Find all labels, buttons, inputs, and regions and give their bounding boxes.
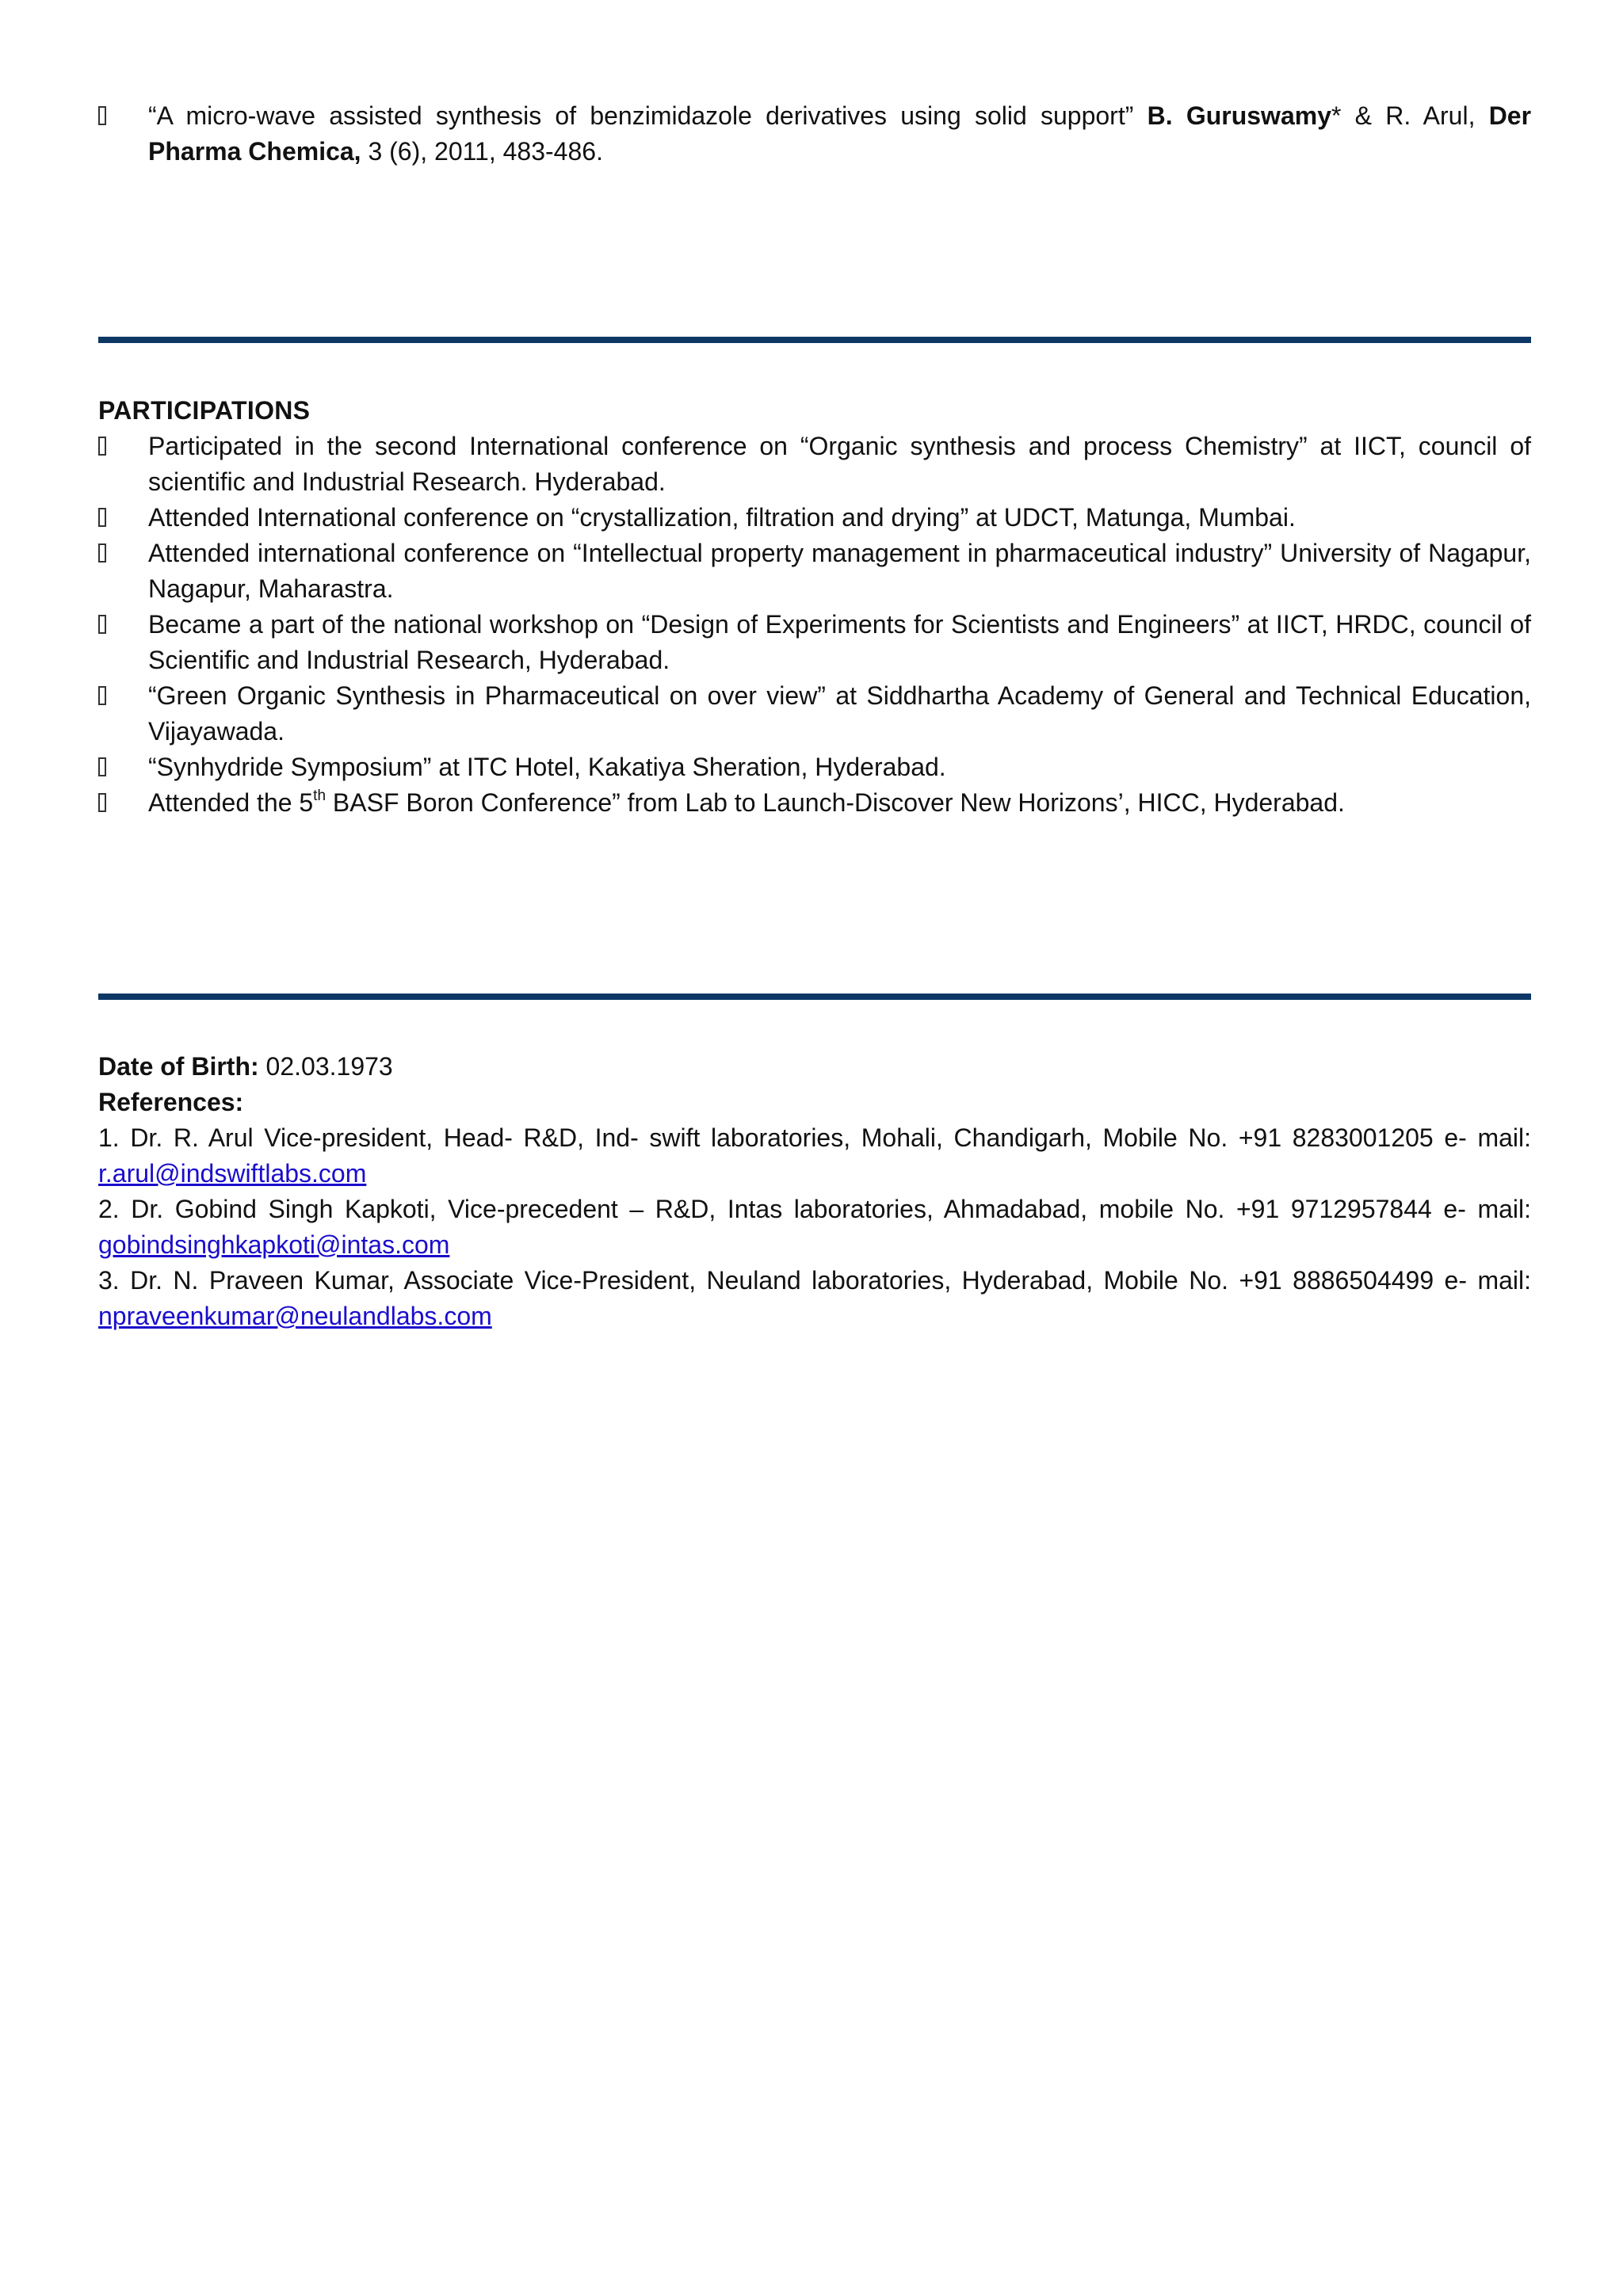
participation-text: Attended International conference on “crystallization, filtration and drying” at UDCT, Matunga, Mumbai. — [148, 503, 1296, 532]
references-heading — [98, 1085, 1531, 1120]
list-item — [98, 678, 1531, 749]
participation-text: “Synhydride Symposium” at ITC Hotel, Kakatiya Sheration, Hyderabad. — [148, 753, 946, 781]
reference-text: 1. Dr. R. Arul Vice-president, Head- R&D, Ind- swift laboratories, Mohali, Chandigarh, Mobile No. +91 8283001205 e- mail: — [98, 1123, 1531, 1152]
participation-text-before: Attended the 5 — [148, 788, 314, 817]
list-item — [98, 500, 1531, 536]
bullet-icon — [98, 106, 106, 125]
section-divider — [98, 337, 1531, 343]
publication-author-rest: * & R. Arul, — [1331, 101, 1476, 130]
section-divider — [98, 994, 1531, 1000]
bullet-icon — [98, 757, 106, 776]
personal-info — [98, 1049, 1531, 1334]
participation-text: “Green Organic Synthesis in Pharmaceutical on over view” at Siddhartha Academy of General and Technical Education, Vijayawada. — [148, 681, 1531, 746]
reference-entry — [98, 1120, 1531, 1192]
bullet-icon — [98, 543, 106, 563]
dob-value: 02.03.1973 — [258, 1052, 393, 1081]
reference-email-link[interactable]: gobindsinghkapkoti@intas.com — [98, 1230, 450, 1259]
list-item — [98, 536, 1531, 607]
publication-journal: Der Pharma Chemica, — [148, 101, 1532, 166]
reference-entry — [98, 1263, 1531, 1334]
participations-heading: PARTICIPATIONS — [98, 396, 311, 425]
bullet-icon — [98, 793, 106, 812]
list-item — [98, 607, 1531, 678]
list-item — [98, 749, 1531, 785]
publication-author-bold: B. Guruswamy — [1147, 101, 1331, 130]
reference-text: 2. Dr. Gobind Singh Kapkoti, Vice-precedent – R&D, Intas laboratories, Ahmadabad, mobile No. +91 9712957844 e- mail: — [98, 1195, 1531, 1223]
reference-email-link[interactable]: r.arul@indswiftlabs.com — [98, 1159, 367, 1188]
list-item — [98, 785, 1531, 821]
participation-text: Participated in the second International conference on “Organic synthesis and process Chemistry” at IICT, council of scientific and Industrial Research. Hyderabad. — [148, 432, 1531, 496]
bullet-icon — [98, 615, 106, 634]
date-of-birth — [98, 1049, 1531, 1085]
publication-citation: 3 (6), 2011, 483-486. — [368, 137, 603, 166]
bullet-icon — [98, 437, 106, 456]
publication-entry — [98, 98, 1531, 170]
participation-text-after: BASF Boron Conference” from Lab to Launch-Discover New Horizons’, HICC, Hyderabad. — [326, 788, 1345, 817]
publication-title: “A micro-wave assisted synthesis of benzimidazole derivatives using solid support” — [148, 101, 1134, 130]
participation-text — [148, 785, 1531, 821]
reference-entry — [98, 1192, 1531, 1263]
bullet-icon — [98, 508, 106, 527]
ordinal-superscript: th — [313, 788, 327, 804]
dob-label: Date of Birth: — [98, 1052, 259, 1081]
bullet-icon — [98, 686, 106, 705]
participation-text: Became a part of the national workshop on “Design of Experiments for Scientists and Engineers” at IICT, HRDC, council of Scientific and Industrial Research, Hyderabad. — [148, 610, 1531, 674]
list-item — [98, 429, 1531, 500]
participation-text: Attended international conference on “Intellectual property management in pharmaceutical industry” University of Nagapur, Nagapur, Maharastra. — [148, 539, 1531, 603]
publication-text — [148, 98, 1531, 170]
participations-list — [98, 429, 1531, 821]
reference-email-link[interactable]: npraveenkumar@neulandlabs.com — [98, 1302, 492, 1330]
reference-text: 3. Dr. N. Praveen Kumar, Associate Vice-President, Neuland laboratories, Hyderabad, Mobile No. +91 8886504499 e- mail: — [98, 1266, 1531, 1295]
references-label: References: — [98, 1088, 244, 1116]
